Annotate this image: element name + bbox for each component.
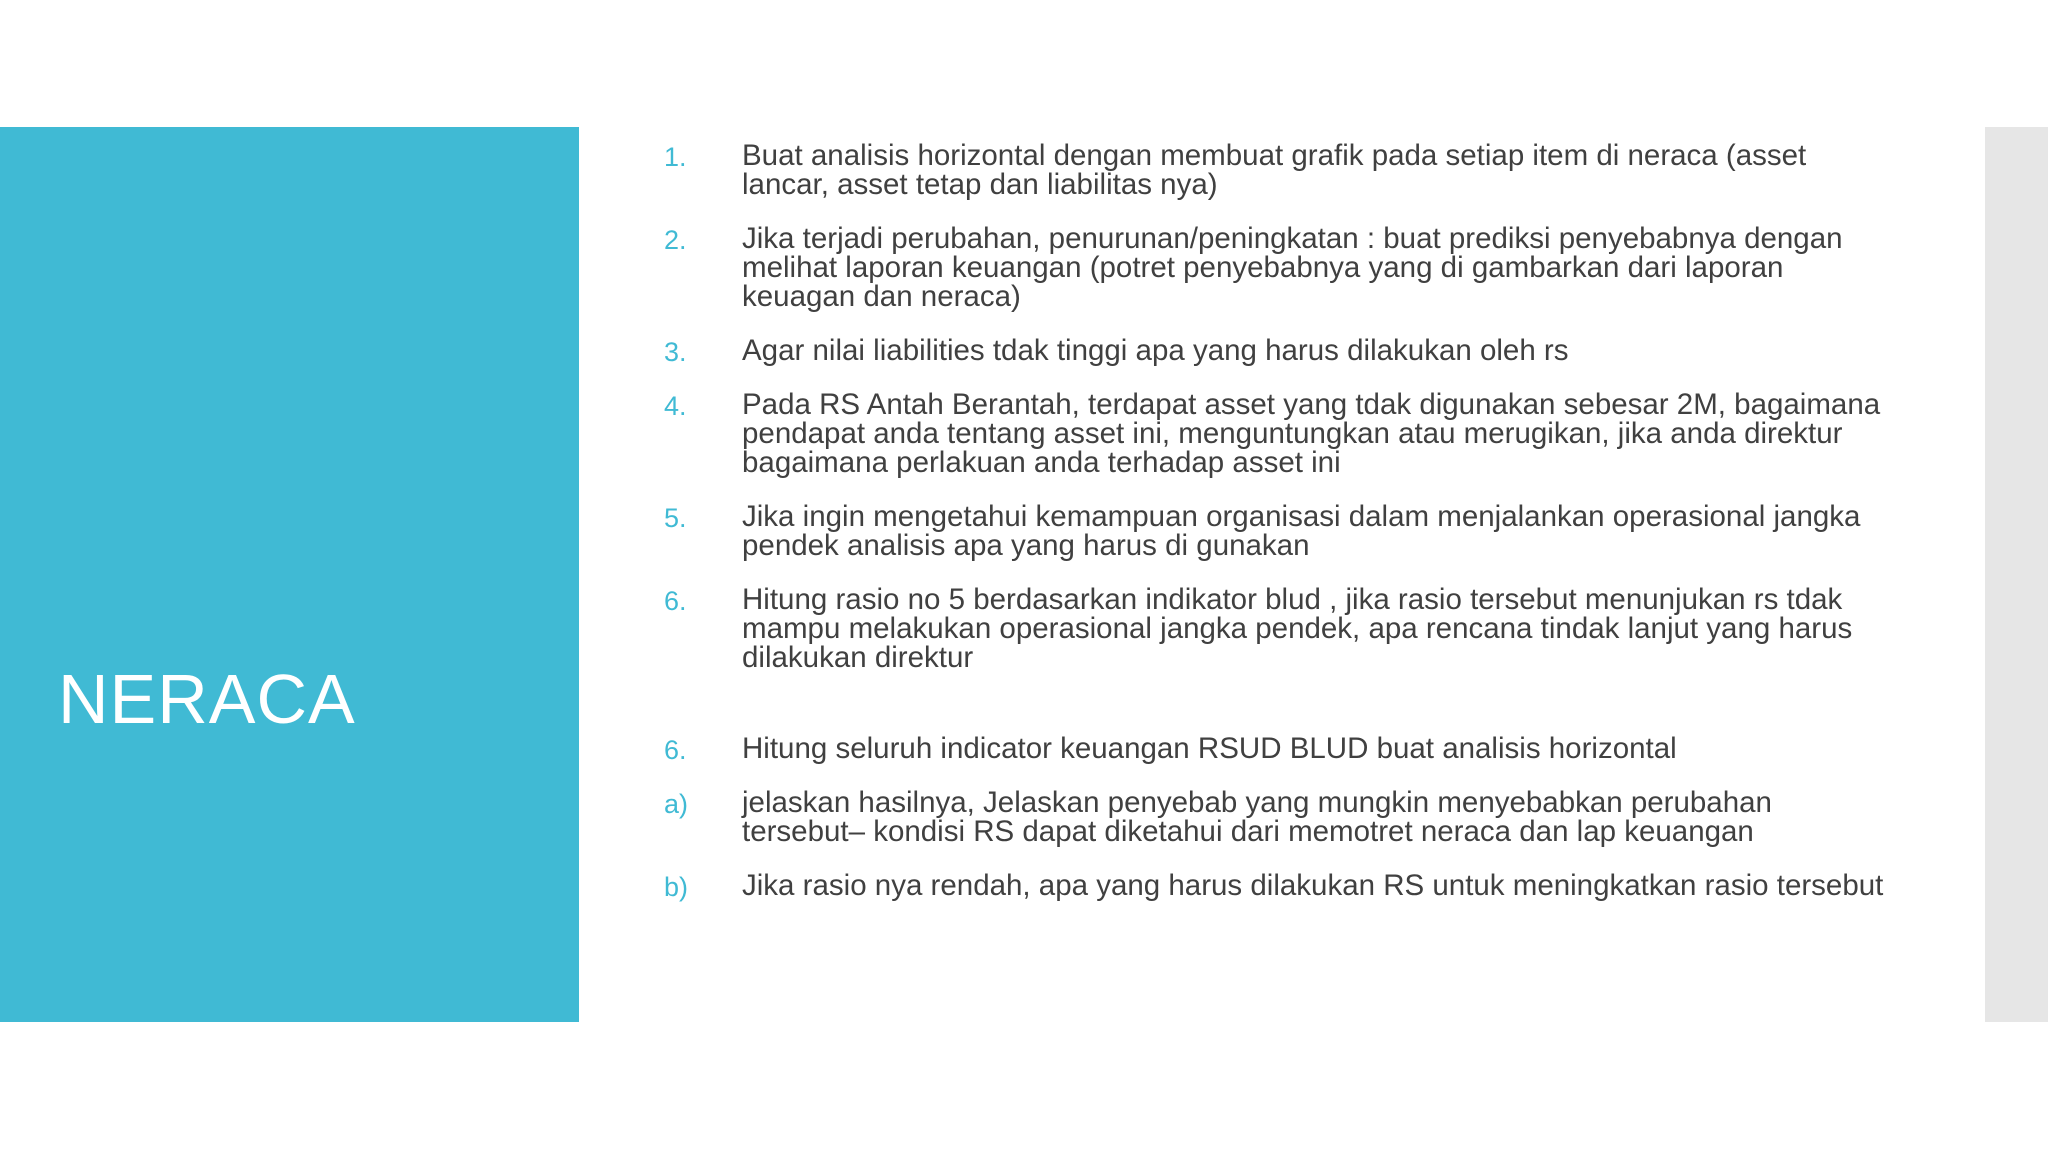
list-marker: 6. <box>664 586 687 616</box>
list-item <box>664 390 1884 477</box>
list-marker: 6. <box>664 735 687 765</box>
list-text: Hitung seluruh indicator keuangan RSUD BLUD buat analisis horizontal <box>742 732 1677 765</box>
list-item <box>664 224 1884 311</box>
list-item <box>664 585 1884 672</box>
list-text: Hitung rasio no 5 berdasarkan indikator blud , jika rasio tersebut menunjukan rs tdak mampu melakukan operasional jangka pendek, apa rencana tindak lanjut yang harus dilakukan direktur <box>742 583 1853 674</box>
list-text: Jika rasio nya rendah, apa yang harus dilakukan RS untuk meningkatkan rasio tersebut <box>742 869 1884 902</box>
list-item <box>664 788 1884 846</box>
list-marker: b) <box>664 872 689 902</box>
list-item <box>664 336 1884 365</box>
list-marker: 2. <box>664 225 687 255</box>
list-item <box>664 502 1884 560</box>
list-text: Jika ingin mengetahui kemampuan organisasi dalam menjalankan operasional jangka pendek analisis apa yang harus di gunakan <box>742 500 1861 562</box>
list-text: Buat analisis horizontal dengan membuat grafik pada setiap item di neraca (asset lancar, asset tetap dan liabilitas nya) <box>742 139 1807 201</box>
list-marker: 5. <box>664 503 687 533</box>
list-marker: 4. <box>664 391 687 421</box>
list-text: Agar nilai liabilities tdak tinggi apa yang harus dilakukan oleh rs <box>742 334 1569 367</box>
content-list <box>664 141 1884 925</box>
list-text: Jika terjadi perubahan, penurunan/peningkatan : buat prediksi penyebabnya dengan melihat laporan keuangan (potret penyebabnya yang di gambarkan dari laporan keuagan dan neraca) <box>742 222 1843 313</box>
list-marker: 3. <box>664 337 687 367</box>
side-bar-decoration <box>1985 127 2048 1022</box>
title-panel <box>0 127 579 1022</box>
list-marker: a) <box>664 789 689 819</box>
list-text: Pada RS Antah Berantah, terdapat asset yang tdak digunakan sebesar 2M, bagaimana pendapat anda tentang asset ini, menguntungkan atau merugikan, jika anda direktur bagaimana perlakuan anda terhadap asset ini <box>742 388 1881 479</box>
list-item <box>664 734 1884 763</box>
list-item <box>664 141 1884 199</box>
list-text: jelaskan hasilnya, Jelaskan penyebab yang mungkin menyebabkan perubahan tersebut– kondisi RS dapat diketahui dari memotret neraca dan lap keuangan <box>742 786 1772 848</box>
slide-title: NERACA <box>58 660 356 738</box>
list-item <box>664 871 1884 900</box>
list-marker: 1. <box>664 142 687 172</box>
